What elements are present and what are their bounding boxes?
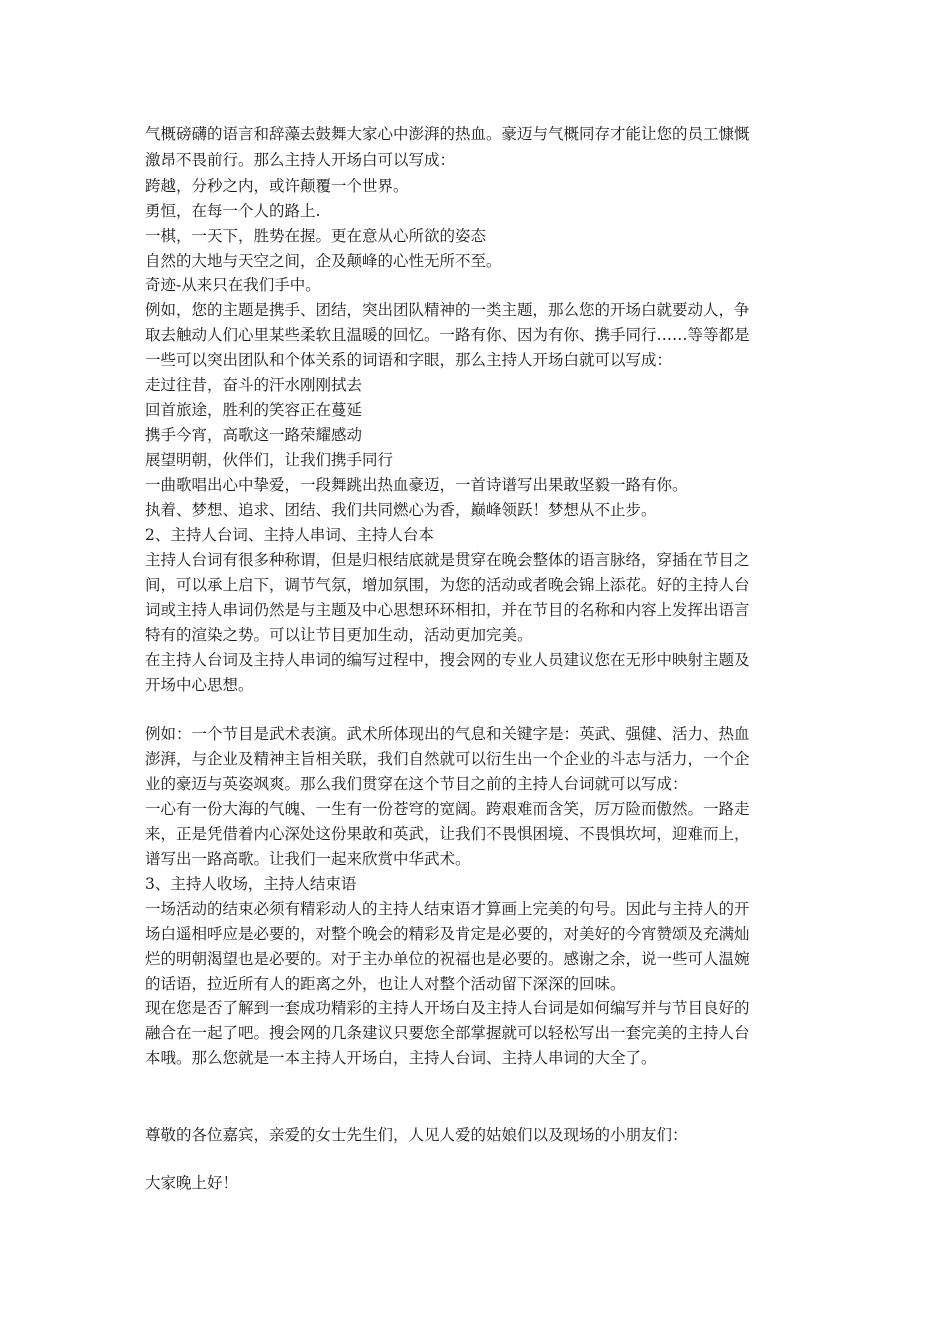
text-line: 例如，您的主题是携手、团结，突出团队精神的一类主题，那么您的开场白就要动人，争 [145,301,750,319]
text-line: 自然的大地与天空之间，企及颠峰的心性无所不至。 [145,252,502,270]
text-line: 走过往昔，奋斗的汗水刚刚拭去 [145,376,363,394]
text-line: 一些可以突出团队和个体关系的词语和字眼，那么主持人开场白就可以写成： [145,351,673,369]
text-line: 激昂不畏前行。那么主持人开场白可以写成： [145,151,456,169]
text-line: 携手今宵，高歌这一路荣耀感动 [145,426,363,444]
text-line: 融合在一起了吧。搜会网的几条建议只要您全部掌握就可以轻松写出一套完美的主持人台 [145,1024,750,1042]
text-line: 执着、梦想、追求、团结、我们共同燃心为香，巅峰领跃！梦想从不止步。 [145,501,657,519]
text-line: 跨越，分秒之内，或许颠覆一个世界。 [145,177,409,195]
text-line: 场白遥相呼应是必要的，对整个晚会的精彩及肯定是必要的，对美好的今宵赞颂及充满灿 [145,925,750,943]
text-line: 主持人台词有很多种称谓，但是归根结底就是贯穿在晚会整体的语言脉络，穿插在节目之 [145,551,750,569]
text-line: 奇迹-从来只在我们手中。 [145,276,321,294]
text-line: 回首旅途，胜利的笑容正在蔓延 [145,401,363,419]
section-heading: 3、主持人收场，主持人结束语 [145,875,357,893]
text-line: 大家晚上好！ [145,1174,239,1192]
text-line: 烂的明朝渴望也是必要的。对于主办单位的祝福也是必要的。感谢之余，说一些可人温婉 [145,950,750,968]
text-line: 谱写出一路高歌。让我们一起来欣赏中华武术。 [145,850,471,868]
text-line: 尊敬的各位嘉宾，亲爱的女士先生们，人见人爱的姑娘们以及现场的小朋友们： [145,1126,688,1144]
text-line: 的话语，拉近所有人的距离之外，也让人对整个活动留下深深的回味。 [145,975,626,993]
text-line: 业的豪迈与英姿飒爽。那么我们贯穿在这个节目之前的主持人台词就可以写成： [145,775,688,793]
text-line: 一棋，一天下，胜势在握。更在意从心所欲的姿态 [145,227,487,245]
text-line: 在主持人台词及主持人串词的编写过程中，搜会网的专业人员建议您在无形中映射主题及 [145,651,750,669]
text-line: 展望明朝，伙伴们，让我们携手同行 [145,451,394,469]
text-line: 一曲歌唱出心中挚爱，一段舞跳出热血豪迈，一首诗谱写出果敢坚毅一路有你。 [145,476,688,494]
section-heading: 2、主持人台词、主持人串词、主持人台本 [145,526,434,544]
text-line: 勇恒，在每一个人的路上. [145,202,321,220]
text-line: 气概磅礴的语言和辞藻去鼓舞大家心中澎湃的热血。豪迈与气概同存才能让您的员工慷慨 [145,125,750,143]
text-line: 词或主持人串词仍然是与主题及中心思想环环相扣，并在节目的名称和内容上发挥出语言 [145,601,750,619]
text-line: 间，可以承上启下，调节气氛，增加氛围，为您的活动或者晚会锦上添花。好的主持人台 [145,576,750,594]
text-line: 澎湃，与企业及精神主旨相关联，我们自然就可以衍生出一个企业的斗志与活力，一个企 [145,750,750,768]
text-line: 特有的渲染之势。可以让节目更加生动，活动更加完美。 [145,626,533,644]
text-line: 例如：一个节目是武术表演。武术所体现出的气息和关键字是：英武、强健、活力、热血 [145,725,750,743]
text-line: 开场中心思想。 [145,676,254,694]
text-line: 本哦。那么您就是一本主持人开场白，主持人台词、主持人串词的大全了。 [145,1049,657,1067]
text-line: 现在您是否了解到一套成功精彩的主持人开场白及主持人台词是如何编写并与节目良好的 [145,999,750,1017]
text-line: 来，正是凭借着内心深处这份果敢和英武，让我们不畏惧困境、不畏惧坎坷，迎难而上， [145,825,750,843]
text-line: 取去触动人们心里某些柔软且温暖的回忆。一路有你、因为有你、携手同行……等等都是 [145,326,750,344]
text-line: 一心有一份大海的气魄、一生有一份苍穹的宽阔。跨艰难而含笑，厉万险而傲然。一路走 [145,800,750,818]
text-line: 一场活动的结束必须有精彩动人的主持人结束语才算画上完美的句号。因此与主持人的开 [145,900,750,918]
